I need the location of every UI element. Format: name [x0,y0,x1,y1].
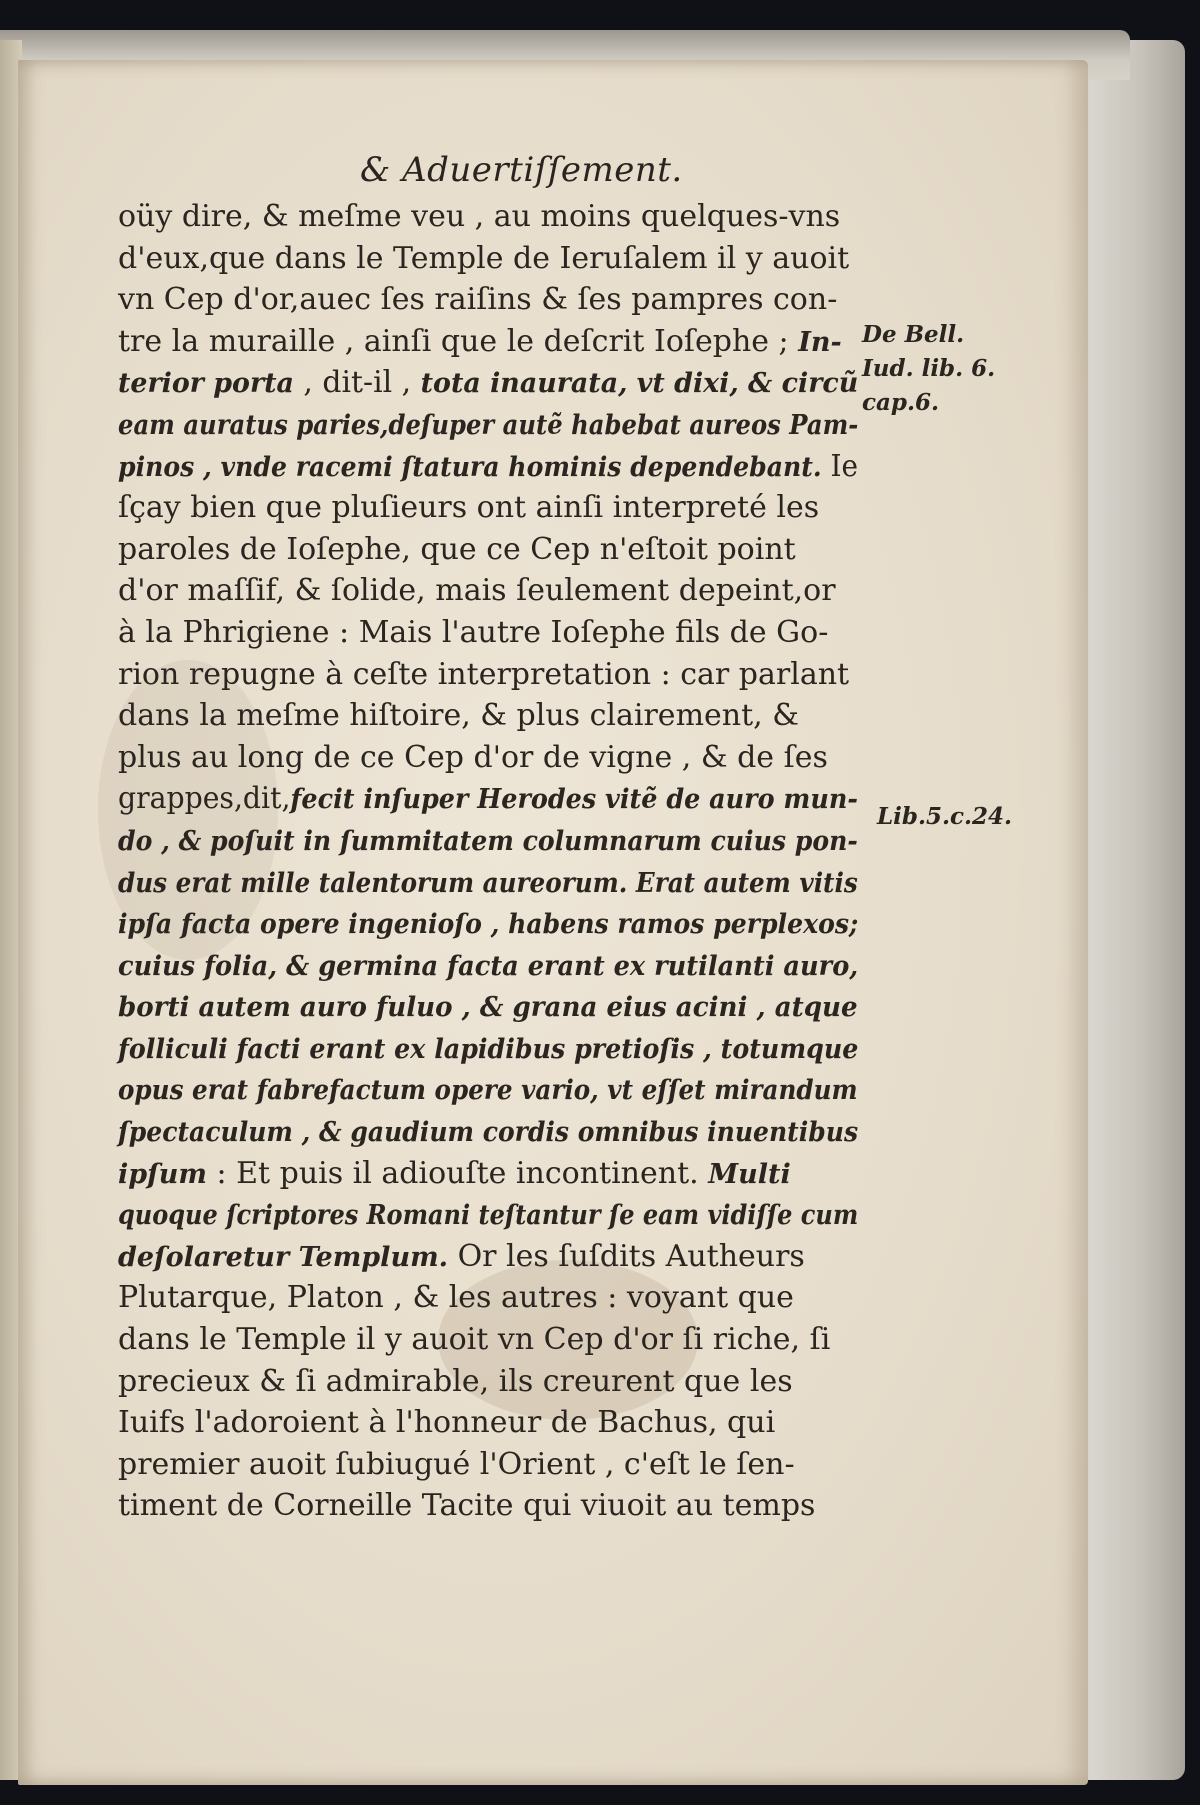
latin-quotation: eam auratus paries,deſuper autẽ habebat aureos Pam- [118,409,859,441]
latin-quotation: do , & poſuit in ſummitatem columnarum cuius pon- [118,825,858,857]
latin-quotation: folliculi facti erant ex lapidibus pretioſis , totumque [118,1033,859,1065]
french-text: Iuifs l'adoroient à l'honneur de Bachus, qui [118,1405,776,1441]
french-text: : Et puis il adiouſte incontinent. [206,1155,709,1191]
latin-quotation: ipſum [118,1158,207,1190]
latin-quotation: tota inaurata, vt dixi, & circũ [420,368,859,400]
latin-quotation: ſpectaculum , & gaudium cordis omnibus inuentibus [118,1117,859,1149]
margin-note-citation [862,318,995,420]
text-line [118,1361,858,1403]
latin-quotation: ipſa facta opere ingenioſo , habens ramos perplexos; [118,909,859,941]
text-line [118,654,858,696]
french-text: tre la muraille , ainſi que le deſcrit Ioſephe ; [118,323,799,359]
french-text: timent de Corneille Tacite qui viuoit au temps [118,1488,816,1524]
text-line [118,1194,859,1236]
text-line [118,404,859,446]
latin-quotation: cuius folia, & germina facta erant ex rutilanti auro, [118,950,859,982]
latin-quotation: opus erat fabrefactum opere vario, vt eſſet mirandum [118,1075,858,1107]
text-line [118,1111,859,1153]
french-text: Or les ſuſdits Autheurs [448,1238,805,1274]
text-line [118,529,858,571]
text-line [118,695,858,737]
french-text: vn Cep d'or,auec ſes raiſins & ſes pampres con- [118,282,838,318]
text-line [118,1028,859,1070]
french-text: paroles de Ioſephe, que ce Cep n'eſtoit point [118,531,796,567]
french-text: à la Phrigiene : Mais l'autre Ioſephe fils de Go- [118,614,829,650]
text-line [118,487,858,529]
french-text: , dit-il , [293,365,421,401]
text-line [118,612,858,654]
text-line [118,1277,858,1319]
text-line [118,820,858,862]
text-line [118,1236,858,1278]
french-text: ſçay bien que pluſieurs ont ainſi interpreté les [118,490,820,526]
text-line [118,1485,858,1527]
latin-quotation: pinos , vnde racemi ſtatura hominis dependebant. [118,451,822,483]
text-line [118,778,858,820]
french-text: oüy dire, & meſme veu , au moins quelques-vns [118,199,841,234]
french-text: grappes,dit, [118,781,291,817]
margin-note-citation [877,800,1012,834]
text-line [118,1402,858,1444]
french-text: dans la meſme hiſtoire, & plus clairement, & [118,698,799,734]
latin-quotation: quoque ſcriptores Romani teſtantur ſe eam vidiſſe cum [118,1200,859,1232]
text-line [118,196,858,238]
text-line [118,1153,858,1195]
text-line [118,986,858,1028]
margin-note-line: Lib.5.c.24. [877,803,1013,830]
text-line [118,279,858,321]
french-text: Plutarque, Platon , & les autres : voyant que [118,1280,794,1316]
latin-quotation: borti autem auro fuluo , & grana eius acini , atque [118,992,858,1024]
latin-quotation: Multi [708,1158,791,1190]
french-text: rion repugne à ceſte interpretation : car parlant [118,656,850,692]
text-line [118,238,858,280]
french-text: d'eux,que dans le Temple de Ieruſalem il y auoit [118,240,850,276]
french-text: precieux & ſi admirable, ils creurent que les [118,1363,793,1399]
text-line [118,1069,858,1111]
french-text: dans le Temple il y auoit vn Cep d'or ſi riche, ſi [118,1322,831,1358]
french-text: plus au long de ce Cep d'or de vigne , & de ſes [118,739,828,775]
text-line [118,362,859,404]
text-line [118,570,858,612]
margin-note-line: Iud. lib. 6. [862,355,996,382]
text-line [118,945,859,987]
text-line [118,1444,858,1486]
margin-note-line: De Bell. [862,321,965,348]
text-line [118,446,859,488]
margin-note-line: cap.6. [862,389,940,416]
text-line [118,903,859,945]
latin-quotation: fecit inſuper Herodes vitẽ de auro mun- [290,784,858,816]
french-text: Ie [821,448,859,484]
latin-quotation: deſolaretur Templum. [118,1241,449,1273]
text-line [118,1319,858,1361]
latin-quotation: terior porta [118,368,294,400]
text-line [118,862,858,904]
body-text [118,196,858,1527]
latin-quotation: dus erat mille talentorum aureorum. Erat autem vitis [118,867,858,899]
text-line [118,321,858,363]
french-text: premier auoit ſubiugué l'Orient , c'eſt le ſen- [118,1446,795,1482]
running-head: & Aduertiſſement. [360,150,683,190]
text-line [118,737,858,779]
french-text: d'or maſſif, & ſolide, mais ſeulement depeint,or [118,573,836,609]
latin-quotation: In- [798,326,842,358]
